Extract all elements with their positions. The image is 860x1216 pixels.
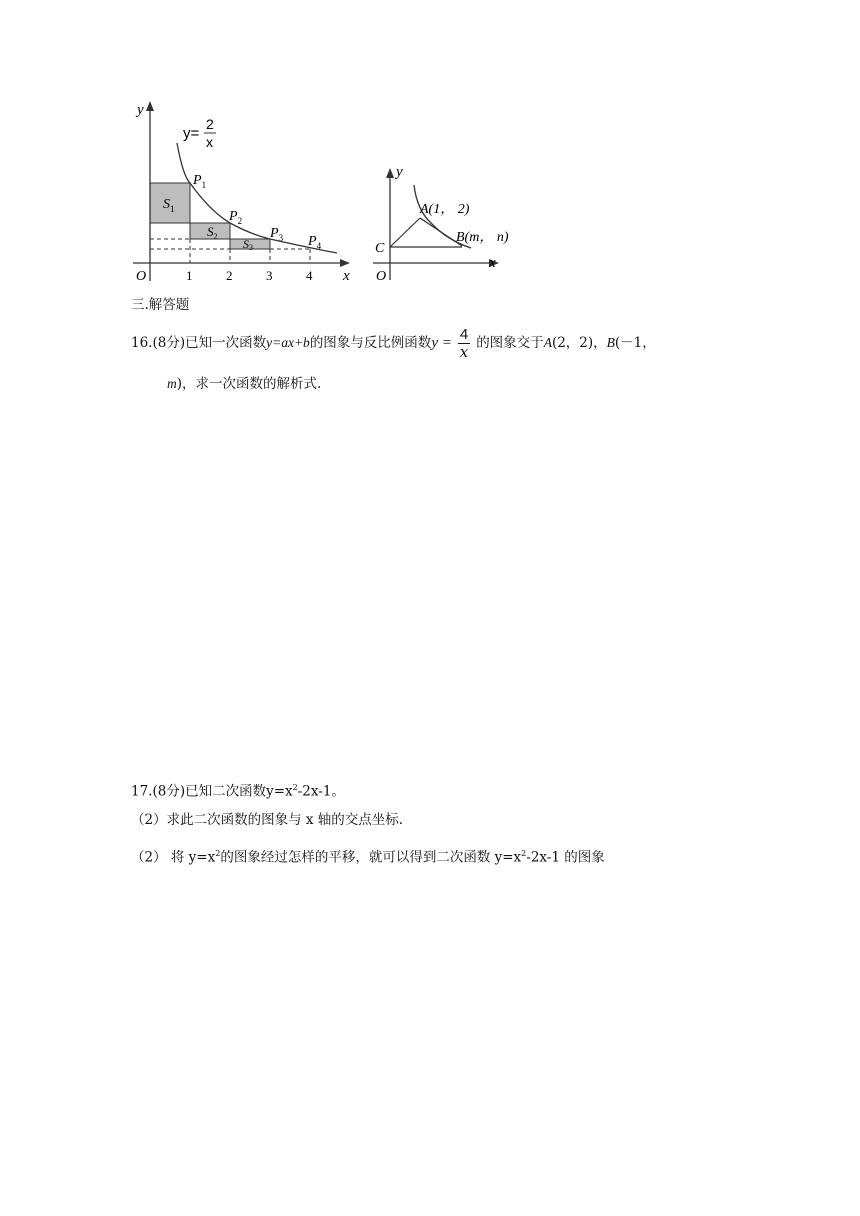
tick-label-4: 4 — [306, 268, 313, 283]
area-s1-label: $S_1$ — [163, 197, 175, 214]
q16-point-a-letter: A — [543, 335, 552, 350]
point-p2-label: $P_2$ — [229, 209, 243, 226]
q16-point-b-coords: (－1， — [614, 335, 656, 351]
q17-part2-sup2: 2 — [521, 849, 527, 858]
y-axis-label: y — [396, 164, 403, 180]
q17-part2-post: -2x-1 的图象 — [526, 849, 605, 866]
q16-frac-lhs: y = — [431, 335, 452, 351]
point-c-label: C — [375, 241, 385, 256]
point-a-label: A(1， 2) — [420, 202, 470, 217]
tick-label-2: 2 — [226, 268, 233, 283]
tick-label-1: 1 — [186, 268, 193, 283]
y-axis-label: y — [137, 102, 144, 118]
point-p1-label: $P_1$ — [193, 173, 207, 190]
segment-ca — [390, 218, 420, 247]
curve-equation-num: 2 — [206, 116, 214, 132]
x-axis-label: x — [489, 255, 496, 271]
q16-fraction — [458, 326, 470, 361]
q16-text-part2: 的图象与反比例函数 — [309, 335, 432, 351]
q16-line1 — [131, 323, 656, 363]
q16-linear-function: y=ax+b — [266, 335, 310, 350]
y-axis-arrow — [386, 168, 394, 178]
q16-fraction-numerator: 4 — [459, 325, 469, 343]
x-axis-label: x — [343, 268, 350, 284]
q17-part2-pre: （2） 将 y=x — [131, 849, 216, 866]
area-s1-rect — [150, 183, 190, 223]
y-axis-arrow — [146, 101, 154, 111]
point-p3-label: $P_3$ — [270, 226, 284, 243]
origin-label: O — [376, 269, 387, 284]
q17-part2-sup1: 2 — [215, 849, 221, 858]
q16-text-part3: 的图象交于 — [476, 335, 544, 351]
point-p4-label: $P_4$ — [308, 234, 322, 251]
q16-line2 — [167, 375, 321, 393]
q17-title-sup: 2 — [292, 783, 298, 792]
q17-title — [131, 779, 345, 801]
q17-title-pre: 17.(8分)已知二次函数y=x — [131, 783, 293, 800]
q17-part1: （2）求此二次函数的图象与 x 轴的交点坐标. — [131, 812, 404, 828]
q16-line2-rest: )，求一次函数的解析式. — [176, 376, 322, 392]
q16-point-a-coords: (2，2)， — [551, 335, 607, 351]
point-b-label: B(m， n) — [456, 230, 509, 245]
q16-text-part1: 16.(8分)已知一次函数 — [131, 335, 267, 351]
q16-fraction-denominator: x — [459, 342, 469, 361]
area-s2-label: $S_2$ — [207, 224, 218, 241]
curve-equation-den: x — [206, 134, 213, 150]
origin-label: O — [136, 269, 147, 284]
q17-part2 — [131, 845, 605, 867]
q16-m: m — [167, 376, 177, 391]
q17-part2-mid: 的图象经过怎样的平移，就可以得到二次函数 y=x — [220, 849, 522, 866]
curve-equation-lhs: y= — [183, 125, 200, 142]
section-title: 三.解答题 — [131, 297, 190, 313]
area-s3-label: S3 — [243, 237, 253, 252]
triangle-curve-figure — [365, 160, 515, 285]
x-axis-arrow — [340, 259, 350, 267]
q16-point-b-letter: B — [606, 335, 615, 350]
tick-label-3: 3 — [266, 268, 273, 283]
q17-title-post: -2x-1。 — [297, 783, 345, 800]
reciprocal-function-figure — [125, 96, 360, 286]
